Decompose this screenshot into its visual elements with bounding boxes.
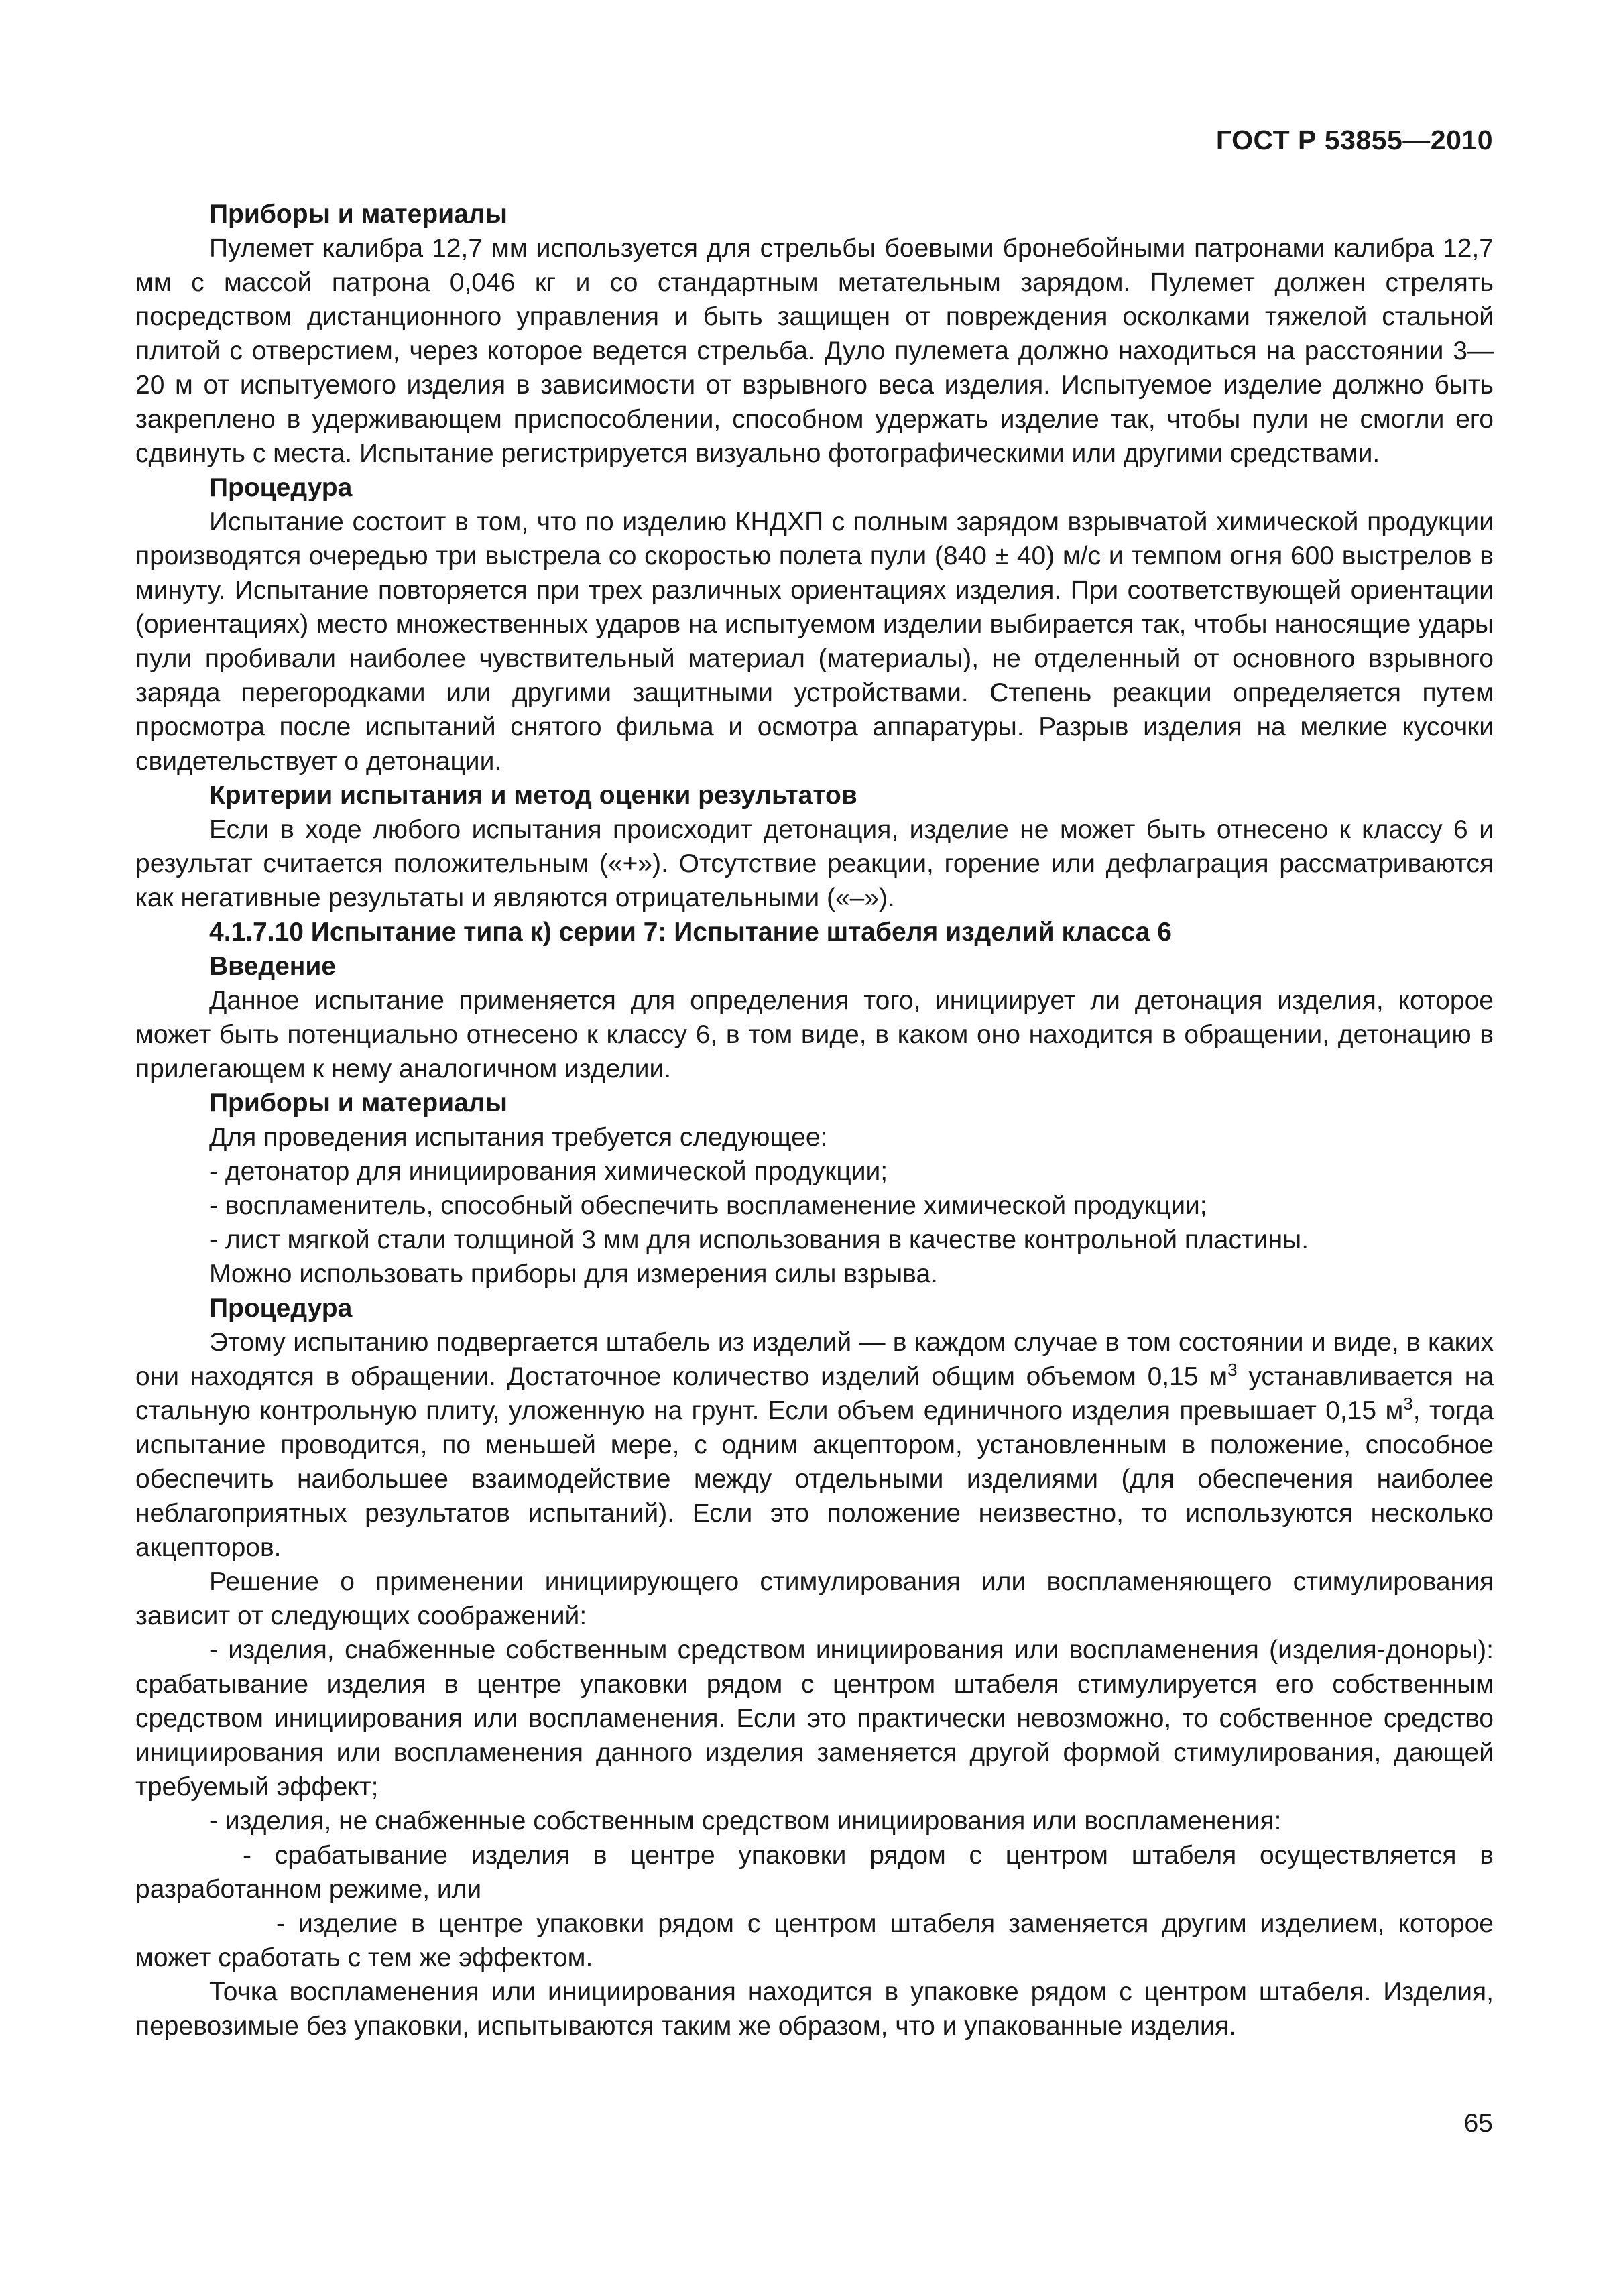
section-heading: Введение <box>209 952 336 981</box>
paragraph-part: Этому испытанию подвергается штабель из изделий — в каждом случае в том состоянии и виде, в каких они находятся в обращении. Достаточное количество изделий общим объемом 0,15 м <box>135 1328 1494 1391</box>
document-body <box>135 197 1494 2043</box>
page-number: 65 <box>1463 2109 1493 2138</box>
section-heading: Критерии испытания и метод оценки результатов <box>209 781 857 810</box>
paragraph-with-superscript <box>135 1325 1494 1565</box>
section-heading: Процедура <box>209 473 353 502</box>
list-item: - воспламенитель, способный обеспечить воспламенение химической продукции; <box>209 1191 1207 1220</box>
paragraph: Точка воспламенения или инициирования находится в упаковке рядом с центром штабеля. Изделия, перевозимые без упаковки, испытываются таким же образом, что и упакованные изделия. <box>135 1978 1494 2041</box>
superscript: 3 <box>1227 1360 1238 1380</box>
clause-heading: 4.1.7.10 Испытание типа к) серии 7: Испытание штабеля изделий класса 6 <box>209 918 1172 947</box>
list-intro: Для проведения испытания требуется следующее: <box>209 1123 828 1152</box>
paragraph: Данное испытание применяется для определения того, инициирует ли детонация изделия, которое может быть потенциально отнесено к классу 6, в том виде, в каком оно находится в обращении, детонацию в прилегающем к нему аналогичном изделии. <box>135 986 1494 1083</box>
paragraph-part: устанавливается на стальную контрольную плиту, уложенную на грунт. Если объем единичного изделия превышает 0,15 м <box>135 1362 1494 1425</box>
list-item: - изделия, не снабженные собственным средством инициирования или воспламенения: <box>209 1807 1282 1835</box>
paragraph: Если в ходе любого испытания происходит детонация, изделие не может быть отнесено к классу 6 и результат считается положительным («+»). Отсутствие реакции, горение или дефлаграция рассматриваются как негативные результаты и являются отрицательными («–»). <box>135 815 1494 912</box>
list-note: Можно использовать приборы для измерения силы взрыва. <box>209 1260 938 1288</box>
paragraph-part: , тогда испытание проводится, по меньшей мере, с одним акцептором, установленным в положение, способное обеспечить наибольшее взаимодействие между отдельными изделиями (для обеспечения наиболее неблагоприятных результатов испытаний). Если это положение неизвестно, то используются несколько акцепторов. <box>135 1396 1494 1562</box>
superscript: 3 <box>1403 1394 1413 1414</box>
list-item: - лист мягкой стали толщиной 3 мм для использования в качестве контрольной пластины. <box>209 1225 1309 1254</box>
section-heading: Приборы и материалы <box>209 1089 507 1117</box>
list-item: - детонатор для инициирования химической продукции; <box>209 1157 888 1186</box>
document-code-header: ГОСТ Р 53855—2010 <box>1215 125 1493 156</box>
paragraph: Испытание состоит в том, что по изделию КНДХП с полным зарядом взрывчатой химической продукции производятся очередью три выстрела со скоростью полета пули (840 ± 40) м/с и темпом огня 600 выстрелов в минуту. Испытание повторяется при трех различных ориентациях изделия. При соответствующей ориентации (ориентациях) место множественных ударов на испытуемом изделии выбирается так, чтобы наносящие удары пули пробивали наиболее чувствительный материал (материалы), не отделенный от основного взрывного заряда перегородками или другими защитными устройствами. Степень реакции определяется путем просмотра после испытаний снятого фильма и осмотра аппаратуры. Разрыв изделия на мелкие кусочки свидетельствует о детонации. <box>135 507 1494 776</box>
paragraph: Решение о применении инициирующего стимулирования или воспламеняющего стимулирования зависит от следующих соображений: <box>135 1567 1494 1630</box>
list-item: - изделия, снабженные собственным средством инициирования или воспламенения (изделия-доноры): срабатывание изделия в центре упаковки рядом с центром штабеля стимулируется его собственным средством инициирования или воспламенения. Если это практически невозможно, то собственное средство инициирования или воспламенения данного изделия заменяется другой формой стимулирования, дающей требуемый эффект; <box>135 1636 1494 1801</box>
section-heading: Процедура <box>209 1294 353 1323</box>
sub-list-item: - изделие в центре упаковки рядом с центром штабеля заменяется другим изделием, которое может сработать с тем же эффектом. <box>135 1909 1494 1972</box>
section-heading: Приборы и материалы <box>209 200 507 229</box>
sub-list-item: - срабатывание изделия в центре упаковки рядом с центром штабеля осуществляется в разработанном режиме, или <box>135 1841 1494 1904</box>
paragraph: Пулемет калибра 12,7 мм используется для стрельбы боевыми бронебойными патронами калибра 12,7 мм с массой патрона 0,046 кг и со стандартным метательным зарядом. Пулемет должен стрелять посредством дистанционного управления и быть защищен от повреждения осколками тяжелой стальной плитой с отверстием, через которое ведется стрельба. Дуло пулемета должно находиться на расстоянии 3—20 м от испытуемого изделия в зависимости от взрывного веса изделия. Испытуемое изделие должно быть закреплено в удерживающем приспособлении, способном удержать изделие так, чтобы пули не смогли его сдвинуть с места. Испытание регистрируется визуально фотографическими или другими средствами. <box>135 234 1494 468</box>
